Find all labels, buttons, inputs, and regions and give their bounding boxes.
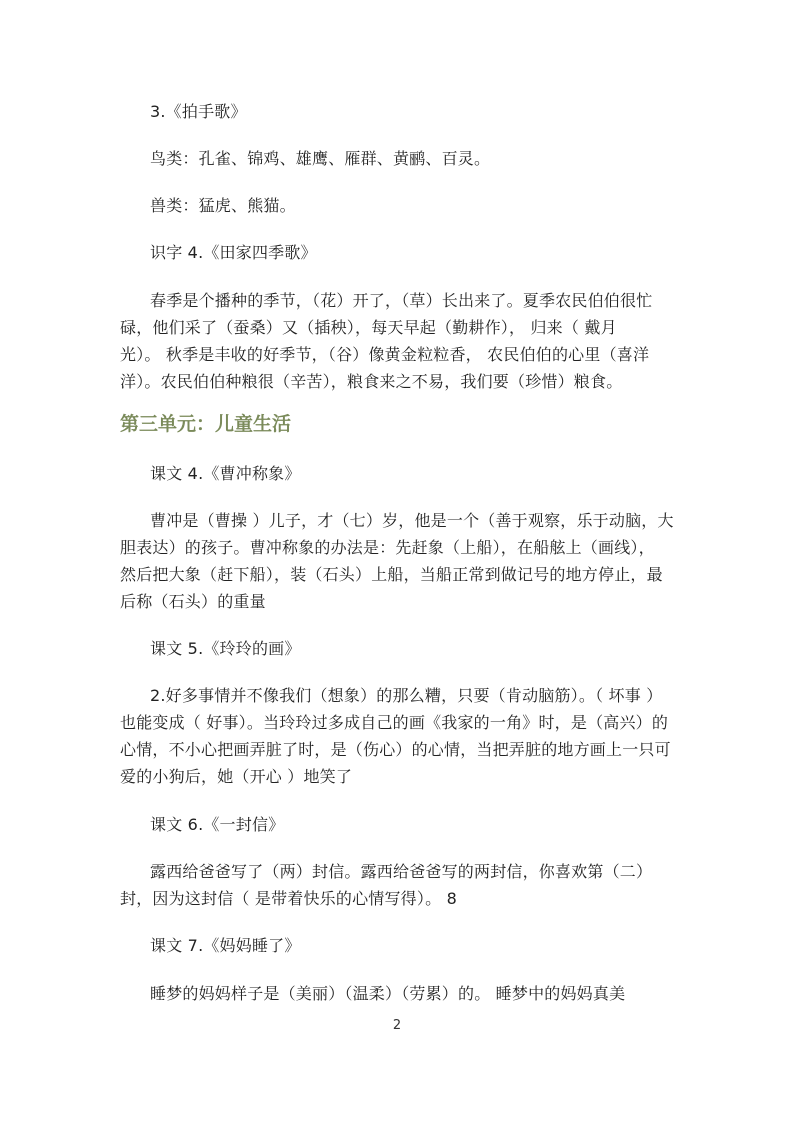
- paragraph-line: 心情，不小心把画弄脏了时，是（伤心）的心情，当把弄脏的地方画上一只可: [120, 740, 671, 759]
- paragraph-line: 也能变成（ 好事）。当玲玲过多成自己的画《我家的一角》时，是（高兴）的: [120, 713, 669, 732]
- lesson-title-yi-feng-xin: 课文 6.《一封信》: [150, 815, 285, 834]
- paragraph-line: 露西给爸爸写了（两）封信。露西给爸爸写的两封信，你喜欢第（二）: [150, 862, 653, 881]
- lesson-title-tian-jia: 识字 4.《田家四季歌》: [150, 243, 317, 262]
- lesson-title-pai-shou-ge: 3.《拍手歌》: [150, 102, 247, 121]
- unit-heading: 第三单元：儿童生活: [120, 413, 292, 435]
- paragraph-line: 碌，他们采了（蚕桑）又（插秧），每天早起（勤耕作）， 归来（ 戴月: [120, 318, 617, 337]
- paragraph-line: 睡梦的妈妈样子是（美丽）（温柔）（劳累）的。 睡梦中的妈妈真美: [150, 984, 626, 1003]
- lesson-title-ling-ling: 课文 5.《玲玲的画》: [150, 639, 301, 658]
- paragraph-line: 后称（石头）的重量: [120, 592, 266, 611]
- page-number: 2: [392, 1018, 402, 1033]
- lesson-title-ma-ma-shui-le: 课文 7.《妈妈睡了》: [150, 936, 301, 955]
- birds-line: 鸟类：孔雀、锦鸡、雄鹰、雁群、黄鹂、百灵。: [150, 149, 491, 168]
- paragraph-line: 洋）。农民伯伯种粮很（辛苦），粮食来之不易，我们要（珍惜）粮食。: [120, 372, 623, 391]
- paragraph-line: 2.好多事情并不像我们（想象）的那么糟，只要（肯动脑筋）。（ 坏事 ）: [150, 686, 663, 705]
- lesson-title-cao-chong: 课文 4.《曹冲称象》: [150, 464, 301, 483]
- paragraph-line: 胆表达）的孩子。曹冲称象的办法是：先赶象（上船），在船舷上（画线），: [120, 538, 655, 557]
- paragraph-line: 曹冲是（曹操 ）儿子，才（七）岁，他是一个（善于观察，乐于动脑，大: [150, 511, 674, 530]
- paragraph-line: 然后把大象（赶下船），装（石头）上船，当船正常到做记号的地方停止，最: [120, 565, 663, 584]
- paragraph-line: 爱的小狗后，她（开心 ）地笑了: [120, 767, 353, 786]
- paragraph-line: 封，因为这封信（ 是带着快乐的心情写得）。 8: [120, 889, 457, 908]
- paragraph-line: 光）。 秋季是丰收的好季节，（谷）像黄金粒粒香， 农民伯伯的心里（喜洋: [120, 345, 650, 364]
- beasts-line: 兽类：猛虎、熊猫。: [150, 196, 296, 215]
- paragraph-line: 春季是个播种的季节，（花）开了，（草）长出来了。夏季农民伯伯很忙: [150, 291, 653, 310]
